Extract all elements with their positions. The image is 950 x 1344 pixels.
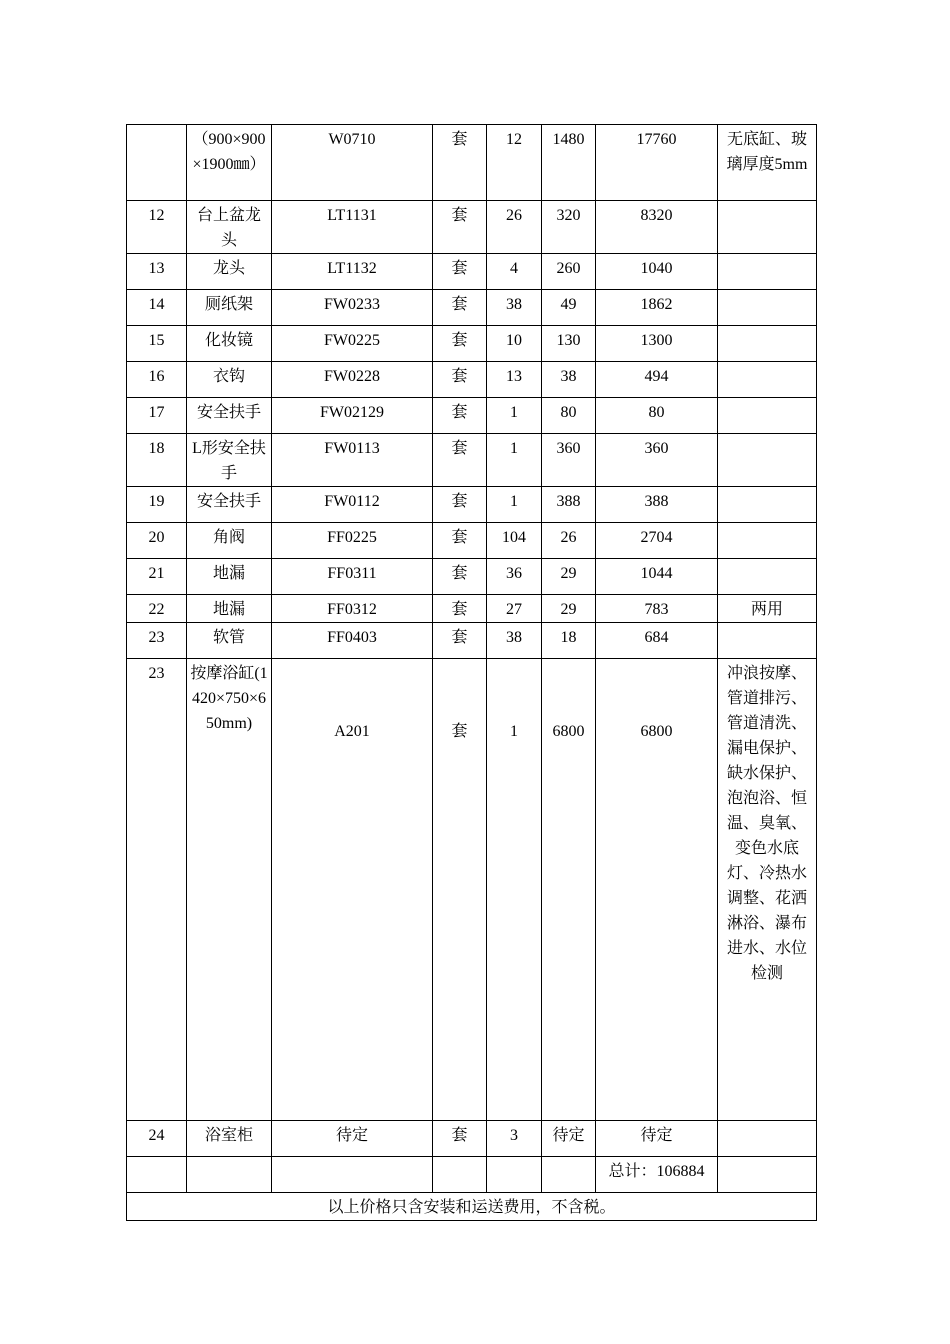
item-name: L形安全扶手 xyxy=(187,434,272,487)
item-amount: 1040 xyxy=(596,254,718,290)
item-unit: 套 xyxy=(433,595,487,623)
row-number: 17 xyxy=(127,398,187,434)
table-row xyxy=(127,201,817,254)
item-note xyxy=(718,201,817,254)
item-amount: 1300 xyxy=(596,326,718,362)
item-qty: 4 xyxy=(487,254,542,290)
table-row xyxy=(127,623,817,659)
footer-row xyxy=(127,1193,817,1221)
item-unit: 套 xyxy=(433,125,487,201)
item-price: 260 xyxy=(542,254,596,290)
item-code: A201 xyxy=(272,659,433,1121)
item-name: 地漏 xyxy=(187,559,272,595)
item-code: FW0112 xyxy=(272,487,433,523)
table-row xyxy=(127,559,817,595)
item-price: 1480 xyxy=(542,125,596,201)
item-unit: 套 xyxy=(433,487,487,523)
table-row xyxy=(127,398,817,434)
row-number: 22 xyxy=(127,595,187,623)
item-amount: 80 xyxy=(596,398,718,434)
item-unit: 套 xyxy=(433,434,487,487)
item-code: 待定 xyxy=(272,1121,433,1157)
item-price: 18 xyxy=(542,623,596,659)
item-qty: 26 xyxy=(487,201,542,254)
item-amount: 783 xyxy=(596,595,718,623)
item-price: 130 xyxy=(542,326,596,362)
item-qty: 12 xyxy=(487,125,542,201)
item-price: 38 xyxy=(542,362,596,398)
item-unit: 套 xyxy=(433,201,487,254)
item-unit: 套 xyxy=(433,362,487,398)
item-qty: 36 xyxy=(487,559,542,595)
item-unit: 套 xyxy=(433,523,487,559)
item-price: 29 xyxy=(542,559,596,595)
item-code: FW0228 xyxy=(272,362,433,398)
item-qty: 104 xyxy=(487,523,542,559)
item-amount: 1862 xyxy=(596,290,718,326)
item-note xyxy=(718,398,817,434)
empty-cell xyxy=(187,1157,272,1193)
table-row xyxy=(127,326,817,362)
table-row xyxy=(127,290,817,326)
table-row xyxy=(127,254,817,290)
item-unit: 套 xyxy=(433,659,487,1121)
item-name: 台上盆龙头 xyxy=(187,201,272,254)
item-qty: 1 xyxy=(487,398,542,434)
item-note xyxy=(718,487,817,523)
row-number: 14 xyxy=(127,290,187,326)
row-number: 13 xyxy=(127,254,187,290)
table-row xyxy=(127,362,817,398)
item-name: （900×900×1900㎜） xyxy=(187,125,272,201)
item-unit: 套 xyxy=(433,559,487,595)
row-number: 24 xyxy=(127,1121,187,1157)
item-note xyxy=(718,1121,817,1157)
item-price: 29 xyxy=(542,595,596,623)
item-price: 6800 xyxy=(542,659,596,1121)
row-number: 16 xyxy=(127,362,187,398)
item-price: 49 xyxy=(542,290,596,326)
item-code: FW02129 xyxy=(272,398,433,434)
item-code: FW0113 xyxy=(272,434,433,487)
item-qty: 27 xyxy=(487,595,542,623)
item-note: 两用 xyxy=(718,595,817,623)
item-note xyxy=(718,434,817,487)
item-amount: 1044 xyxy=(596,559,718,595)
table-row xyxy=(127,523,817,559)
item-code: LT1131 xyxy=(272,201,433,254)
item-name: 化妆镜 xyxy=(187,326,272,362)
item-note xyxy=(718,326,817,362)
item-qty: 1 xyxy=(487,487,542,523)
item-price: 80 xyxy=(542,398,596,434)
item-qty: 10 xyxy=(487,326,542,362)
item-unit: 套 xyxy=(433,254,487,290)
item-name: 角阀 xyxy=(187,523,272,559)
item-amount: 17760 xyxy=(596,125,718,201)
item-name: 地漏 xyxy=(187,595,272,623)
item-qty: 38 xyxy=(487,623,542,659)
item-price: 320 xyxy=(542,201,596,254)
item-qty: 38 xyxy=(487,290,542,326)
item-amount: 360 xyxy=(596,434,718,487)
empty-cell xyxy=(542,1157,596,1193)
item-note xyxy=(718,254,817,290)
total-amount: 总计：106884 xyxy=(596,1157,718,1193)
item-code: FF0312 xyxy=(272,595,433,623)
item-code: W0710 xyxy=(272,125,433,201)
empty-cell xyxy=(433,1157,487,1193)
item-note xyxy=(718,559,817,595)
item-code: FF0403 xyxy=(272,623,433,659)
item-code: LT1132 xyxy=(272,254,433,290)
item-unit: 套 xyxy=(433,623,487,659)
price-table xyxy=(126,124,817,1221)
item-price: 388 xyxy=(542,487,596,523)
row-number: 12 xyxy=(127,201,187,254)
item-name: 龙头 xyxy=(187,254,272,290)
item-note: 无底缸、玻璃厚度5mm xyxy=(718,125,817,201)
item-qty: 1 xyxy=(487,434,542,487)
row-number: 23 xyxy=(127,623,187,659)
item-amount: 待定 xyxy=(596,1121,718,1157)
item-name: 安全扶手 xyxy=(187,487,272,523)
item-name: 厕纸架 xyxy=(187,290,272,326)
row-number: 23 xyxy=(127,659,187,1121)
item-note xyxy=(718,290,817,326)
empty-cell xyxy=(487,1157,542,1193)
row-number xyxy=(127,125,187,201)
item-unit: 套 xyxy=(433,290,487,326)
item-amount: 2704 xyxy=(596,523,718,559)
item-price: 26 xyxy=(542,523,596,559)
item-unit: 套 xyxy=(433,326,487,362)
item-amount: 494 xyxy=(596,362,718,398)
item-note xyxy=(718,362,817,398)
item-qty: 3 xyxy=(487,1121,542,1157)
footer-note: 以上价格只含安装和运送费用，不含税。 xyxy=(127,1193,817,1221)
table-row xyxy=(127,1121,817,1157)
table-row xyxy=(127,595,817,623)
item-unit: 套 xyxy=(433,1121,487,1157)
item-price: 360 xyxy=(542,434,596,487)
empty-cell xyxy=(718,1157,817,1193)
item-amount: 684 xyxy=(596,623,718,659)
item-amount: 388 xyxy=(596,487,718,523)
item-amount: 8320 xyxy=(596,201,718,254)
empty-cell xyxy=(272,1157,433,1193)
row-number: 18 xyxy=(127,434,187,487)
table-row xyxy=(127,487,817,523)
empty-cell xyxy=(127,1157,187,1193)
total-row xyxy=(127,1157,817,1193)
item-code: FW0233 xyxy=(272,290,433,326)
item-code: FF0311 xyxy=(272,559,433,595)
item-name: 按摩浴缸(1420×750×650mm) xyxy=(187,659,272,1121)
item-name: 安全扶手 xyxy=(187,398,272,434)
row-number: 20 xyxy=(127,523,187,559)
item-code: FF0225 xyxy=(272,523,433,559)
row-number: 21 xyxy=(127,559,187,595)
item-note: 冲浪按摩、管道排污、管道清洗、漏电保护、缺水保护、泡泡浴、恒温、臭氧、变色水底灯、冷热水调整、花洒淋浴、瀑布进水、水位检测 xyxy=(718,659,817,1121)
item-code: FW0225 xyxy=(272,326,433,362)
item-price: 待定 xyxy=(542,1121,596,1157)
row-number: 15 xyxy=(127,326,187,362)
item-qty: 13 xyxy=(487,362,542,398)
item-name: 浴室柜 xyxy=(187,1121,272,1157)
item-name: 衣钩 xyxy=(187,362,272,398)
item-qty: 1 xyxy=(487,659,542,1121)
item-name: 软管 xyxy=(187,623,272,659)
table-row xyxy=(127,659,817,1121)
item-unit: 套 xyxy=(433,398,487,434)
table-row xyxy=(127,125,817,201)
item-note xyxy=(718,623,817,659)
item-note xyxy=(718,523,817,559)
table-row xyxy=(127,434,817,487)
item-amount: 6800 xyxy=(596,659,718,1121)
row-number: 19 xyxy=(127,487,187,523)
